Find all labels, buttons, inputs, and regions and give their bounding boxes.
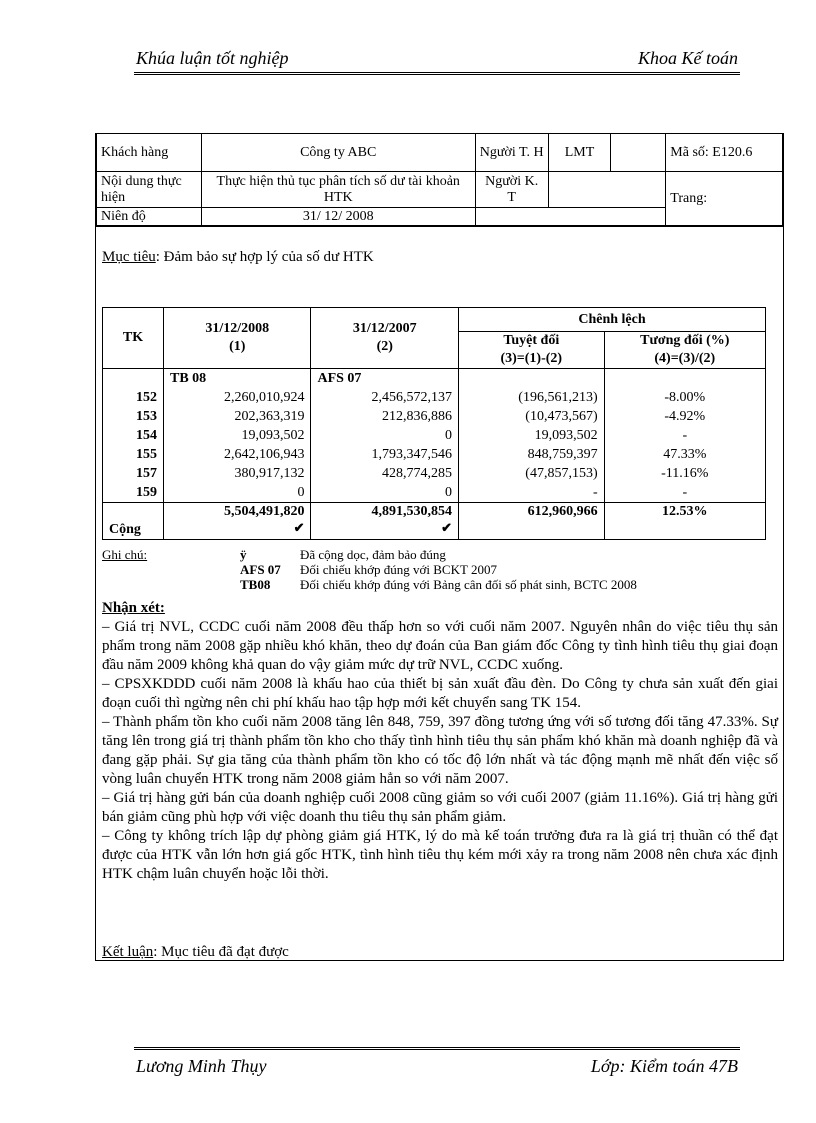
table-row [103,388,766,407]
row-2007: 2,456,572,137 [311,388,458,407]
table-row [103,407,766,426]
mark-cell [103,369,164,389]
checker-date [611,172,666,208]
total-2007: 4,891,530,854 ✔ [311,503,458,540]
checker-label: Người K. T [475,172,548,208]
row-2007: 212,836,886 [311,407,458,426]
code-label: Mã số: E120.6 [666,134,783,172]
total-label: Cộng [103,503,164,540]
page-label: Trang: [666,172,783,226]
row-absolute: - [458,483,604,503]
preparer-value: LMT [548,134,611,172]
row-2007: 1,793,347,546 [311,445,458,464]
row-2008: 2,260,010,924 [164,388,311,407]
preparer-date [611,134,666,172]
header-tk: TK [103,308,164,369]
row-2008: 202,363,319 [164,407,311,426]
content-value: Thực hiện thủ tục phân tích số dư tài khoản HTK [201,172,475,208]
row-absolute: (47,857,153) [458,464,604,483]
period-label: Niên độ [97,208,202,226]
row-relative: - [604,483,765,503]
footer-author: Lương Minh Thụy [136,1056,267,1076]
row-2008: 0 [164,483,311,503]
table-row [103,426,766,445]
balance-table [102,307,766,540]
table-row [103,483,766,503]
notes [102,547,762,592]
note-text: Đối chiếu khớp đúng với BCKT 2007 [300,562,497,577]
row-2008: 19,093,502 [164,426,311,445]
remark-paragraph: – Công ty không trích lập dự phòng giảm giá HTK, lý do mà kế toán trưởng đưa ra là giá trị thuần có thể đạt được của HTK vẫn lớn hơn giá gốc HTK, tình hình tiêu thụ kém mới xảy ra trong năm 2008 nên chưa xác định HTK chậm luân chuyển hoặc lỗi thời. [102,828,778,882]
page-header [134,48,740,75]
row-absolute: 848,759,397 [458,445,604,464]
divider [96,226,783,227]
row-absolute: (196,561,213) [458,388,604,407]
row-2008: 380,917,132 [164,464,311,483]
header-2008: 31/12/2008 (1) [164,308,311,369]
row-absolute: 19,093,502 [458,426,604,445]
mark-tb08: TB 08 [164,369,311,389]
row-2007: 0 [311,426,458,445]
conclusion-label: Kết luận [102,944,154,960]
period-value: 31/ 12/ 2008 [201,208,475,226]
goal [102,249,374,266]
mark-cell [604,369,765,389]
notes-label: Ghi chú: [102,547,148,562]
remark-paragraph: – Thành phẩm tồn kho cuối năm 2008 tăng lên 848, 759, 397 đồng tương ứng với số tương đối tăng 47.33%. Sự tăng lên trong giá trị thành phẩm tồn kho cho thấy tình hình tiêu thụ sản phẩm khó khăn mà doanh nghiệp đã và đang gặp phải. Sự gia tăng của thành phẩm tồn kho có tốc độ lớn nhất và tác động mạnh mẽ nhất đến việc số vòng luân chuyển HTK trong năm 2008 giảm hẳn so với năm 2007. [102,714,778,787]
remarks [102,599,778,884]
header-absolute: Tuyệt đối (3)=(1)-(2) [458,332,604,369]
row-account: 155 [103,445,164,464]
row-account: 154 [103,426,164,445]
checker-value [548,172,611,208]
row-relative: -8.00% [604,388,765,407]
preparer-label: Người T. H [475,134,548,172]
info-table [96,133,783,226]
header-difference: Chênh lệch [458,308,765,332]
note-text: Đã cộng dọc, đảm bảo đúng [300,547,446,562]
header-thesis-title: Khúa luận tốt nghiệp [136,48,289,68]
check-icon: ✔ [293,520,305,535]
row-2007: 0 [311,483,458,503]
header-relative: Tương đối (%) (4)=(3)/(2) [604,332,765,369]
period-empty [475,208,666,226]
row-2008: 2,642,106,943 [164,445,311,464]
row-relative: -11.16% [604,464,765,483]
goal-text: : Đảm bảo sự hợp lý của số dư HTK [155,249,374,265]
note-text: Đối chiếu khớp đúng với Bảng cân đối số phát sinh, BCTC 2008 [300,577,637,592]
check-icon: ✔ [441,520,452,535]
row-relative: - [604,426,765,445]
remark-paragraph: – Giá trị NVL, CCDC cuối năm 2008 đều thấp hơn so với cuối năm 2007. Nguyên nhân do việc tiêu thụ sản phẩm trong năm 2008 gặp nhiều khó khăn, theo dự đoán của Ban giám đốc Công ty tình hình tiêu thụ giai đoạn đầu năm 2009 không khả quan do vậy giảm mức dự trữ NVL, CCDC xuống. [102,619,778,673]
row-account: 153 [103,407,164,426]
mark-cell [458,369,604,389]
total-relative: 12.53% [604,503,765,540]
client-label: Khách hàng [97,134,202,172]
note-symbol: AFS 07 [240,562,281,577]
working-paper [95,133,784,961]
header-department: Khoa Kế toán [637,48,738,68]
remark-paragraph: – CPSXKDDD cuối năm 2008 là khấu hao của thiết bị sản xuất đầu đèn. Do Công ty chưa sản xuất đến giai đoạn cuối thì ngừng nên chi phí khấu hao tập hợp mới kết chuyển sang TK 154. [102,676,778,711]
conclusion-text: : Mục tiêu đã đạt được [153,944,289,960]
footer-class: Lớp: Kiểm toán 47B [590,1056,738,1076]
table-row [103,445,766,464]
total-2008: 5,504,491,820 ✔ [164,503,311,540]
client-value: Công ty ABC [201,134,475,172]
remarks-label: Nhận xét: [102,600,165,616]
row-account: 159 [103,483,164,503]
table-row [103,464,766,483]
goal-label: Mục tiêu [102,249,156,265]
total-absolute: 612,960,966 [458,503,604,540]
row-2007: 428,774,285 [311,464,458,483]
remark-paragraph: – Giá trị hàng gửi bán của doanh nghiệp cuối 2008 cũng giảm so với cuối 2007 (giảm 11.16%). Giá trị hàng gửi bán giảm cũng phù hợp với việc doanh thu tiêu thụ sản phẩm giảm. [102,790,778,825]
note-symbol: TB08 [240,577,271,592]
mark-afs07: AFS 07 [311,369,458,389]
page-footer [134,1047,740,1080]
content-label: Nội dung thực hiện [97,172,202,208]
row-relative: 47.33% [604,445,765,464]
row-absolute: (10,473,567) [458,407,604,426]
header-2007: 31/12/2007 (2) [311,308,458,369]
conclusion [102,944,289,961]
row-relative: -4.92% [604,407,765,426]
note-symbol: ÿ [240,547,247,562]
row-account: 152 [103,388,164,407]
row-account: 157 [103,464,164,483]
